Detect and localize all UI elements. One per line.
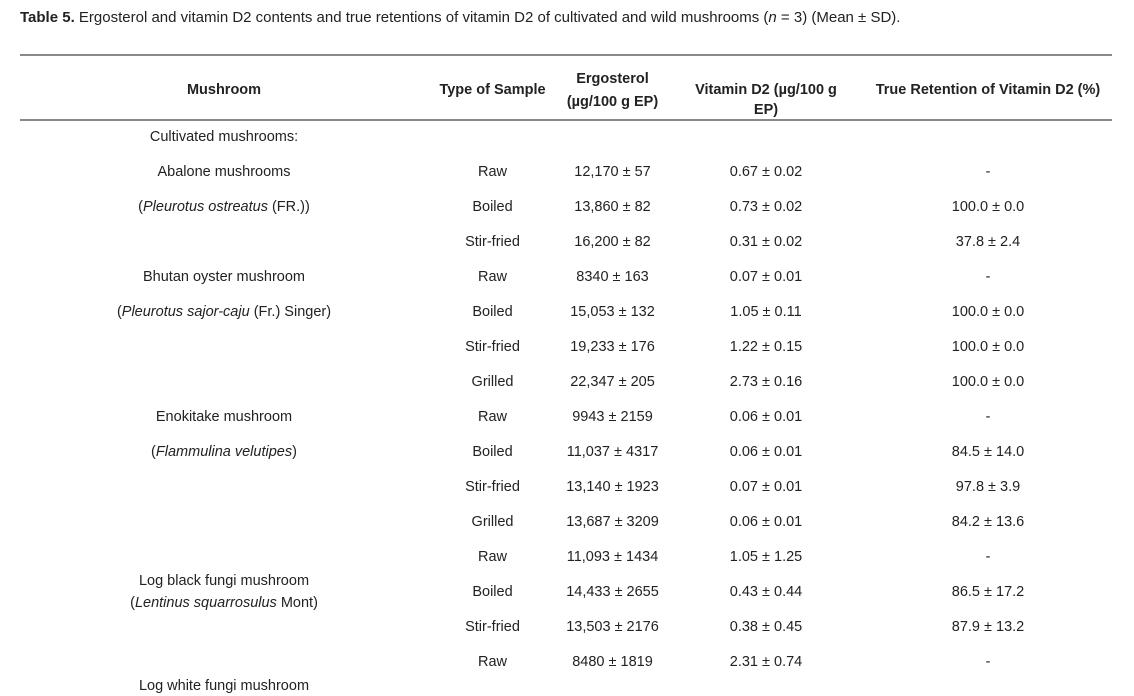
retention-cell: 100.0 ± 0.0 bbox=[951, 374, 1025, 390]
vitamin-d2-cell: 1.05 ± 0.11 bbox=[730, 304, 802, 320]
vitamin-d2-cell: 1.05 ± 1.25 bbox=[729, 549, 803, 565]
mushroom-label bbox=[60, 302, 388, 322]
type-cell: Raw bbox=[477, 549, 507, 565]
type-cell: Boiled bbox=[472, 304, 513, 320]
retention-cell: - bbox=[985, 164, 991, 180]
ergosterol-cell: 8340 ± 163 bbox=[576, 269, 649, 285]
vitamin-d2-cell: 1.22 ± 0.15 bbox=[729, 339, 803, 355]
header-ergosterol-line1: Ergosterol bbox=[576, 71, 649, 87]
mushroom-label bbox=[60, 407, 388, 427]
mushroom-label bbox=[60, 571, 388, 591]
table-caption bbox=[20, 8, 1120, 28]
vitamin-d2-cell: 0.38 ± 0.45 bbox=[729, 619, 803, 635]
ergosterol-cell: 13,140 ± 1923 bbox=[566, 479, 659, 495]
type-cell: Raw bbox=[477, 409, 507, 425]
mushroom-label bbox=[60, 127, 388, 147]
ergosterol-cell: 19,233 ± 176 bbox=[570, 339, 655, 355]
mushroom-label bbox=[60, 267, 388, 287]
type-cell: Boiled bbox=[472, 444, 513, 460]
type-cell: Stir-fried bbox=[465, 234, 520, 250]
header-mushroom: Mushroom bbox=[186, 82, 262, 98]
ergosterol-cell: 13,860 ± 82 bbox=[574, 199, 651, 215]
retention-cell: 100.0 ± 0.0 bbox=[951, 199, 1025, 215]
mushroom-label-italic: Lentinus squarrosulus bbox=[134, 595, 277, 611]
vitamin-d2-cell: 0.06 ± 0.01 bbox=[729, 514, 803, 530]
type-cell: Stir-fried bbox=[465, 339, 520, 355]
mushroom-label-italic: Pleurotus ostreatus bbox=[143, 199, 268, 215]
type-cell: Boiled bbox=[472, 584, 513, 600]
ergosterol-cell: 22,347 ± 205 bbox=[570, 374, 655, 390]
type-cell: Boiled bbox=[472, 199, 513, 215]
retention-cell: 86.5 ± 17.2 bbox=[951, 584, 1025, 600]
vitamin-d2-cell: 0.67 ± 0.02 bbox=[729, 164, 803, 180]
ergosterol-cell: 9943 ± 2159 bbox=[572, 409, 653, 425]
type-cell: Raw bbox=[477, 654, 507, 670]
retention-cell: 97.8 ± 3.9 bbox=[955, 479, 1021, 495]
ergosterol-cell: 12,170 ± 57 bbox=[574, 164, 651, 180]
ergosterol-cell: 11,037 ± 4317 bbox=[566, 444, 659, 460]
ergosterol-cell: 8480 ± 1819 bbox=[572, 654, 653, 670]
vitamin-d2-cell: 0.06 ± 0.01 bbox=[729, 409, 803, 425]
retention-cell: 37.8 ± 2.4 bbox=[955, 234, 1021, 250]
ergosterol-cell: 14,433 ± 2655 bbox=[566, 584, 659, 600]
retention-cell: 100.0 ± 0.0 bbox=[951, 339, 1025, 355]
mushroom-label bbox=[60, 593, 388, 613]
vitamin-d2-cell: 0.31 ± 0.02 bbox=[729, 234, 803, 250]
retention-cell: - bbox=[985, 269, 991, 285]
retention-cell: - bbox=[985, 549, 991, 565]
retention-cell: - bbox=[985, 409, 991, 425]
mushroom-label-pre: ( bbox=[116, 304, 122, 320]
vitamin-d2-cell: 0.06 ± 0.01 bbox=[729, 444, 803, 460]
table-header-rule bbox=[20, 119, 1112, 121]
retention-cell: 100.0 ± 0.0 bbox=[951, 304, 1025, 320]
vitamin-d2-cell: 2.31 ± 0.74 bbox=[729, 654, 803, 670]
mushroom-label-italic: Flammulina velutipes bbox=[155, 444, 293, 460]
table-top-rule bbox=[20, 54, 1112, 56]
retention-cell: - bbox=[985, 654, 991, 670]
mushroom-label bbox=[60, 676, 388, 696]
header-type-of-sample: Type of Sample bbox=[439, 82, 546, 98]
type-cell: Grilled bbox=[471, 374, 514, 390]
table-label: Table 5. bbox=[20, 9, 75, 26]
retention-cell: 84.5 ± 14.0 bbox=[951, 444, 1025, 460]
mushroom-label-post: (Fr.) Singer) bbox=[249, 304, 332, 320]
type-cell: Stir-fried bbox=[465, 619, 520, 635]
mushroom-label-pre: Abalone mushrooms bbox=[157, 164, 291, 180]
ergosterol-cell: 15,053 ± 132 bbox=[570, 304, 655, 320]
mushroom-label-post: ) bbox=[292, 444, 297, 460]
mushroom-label-pre: Cultivated mushrooms: bbox=[149, 129, 299, 145]
retention-cell: 84.2 ± 13.6 bbox=[951, 514, 1025, 530]
mushroom-label-pre: Log black fungi mushroom bbox=[138, 573, 310, 589]
type-cell: Stir-fried bbox=[465, 479, 520, 495]
mushroom-label-pre: Enokitake mushroom bbox=[155, 409, 293, 425]
mushroom-label-pre: Log white fungi mushroom bbox=[138, 678, 310, 694]
mushroom-label-pre: ( bbox=[151, 444, 156, 460]
vitamin-d2-cell: 0.07 ± 0.01 bbox=[729, 479, 803, 495]
ergosterol-cell: 16,200 ± 82 bbox=[574, 234, 651, 250]
mushroom-label-post: Mont) bbox=[276, 595, 318, 611]
mushroom-label-pre: ( bbox=[138, 199, 144, 215]
caption-n-symbol: n bbox=[768, 9, 777, 26]
mushroom-label-pre: ( bbox=[130, 595, 135, 611]
mushroom-label-pre: Bhutan oyster mushroom bbox=[143, 269, 305, 285]
retention-cell: 87.9 ± 13.2 bbox=[951, 619, 1025, 635]
header-true-retention: True Retention of Vitamin D2 (%) bbox=[875, 82, 1101, 98]
mushroom-label bbox=[60, 197, 388, 217]
ergosterol-cell: 13,687 ± 3209 bbox=[566, 514, 659, 530]
vitamin-d2-cell: 0.73 ± 0.02 bbox=[729, 199, 803, 215]
caption-text: Ergosterol and vitamin D2 contents and true retentions of vitamin D2 of cultivated and wild mushrooms ( bbox=[74, 9, 769, 26]
header-ergosterol bbox=[545, 69, 680, 112]
type-cell: Raw bbox=[477, 269, 507, 285]
ergosterol-cell: 13,503 ± 2176 bbox=[566, 619, 659, 635]
header-vitamin-d2: Vitamin D2 (µg/100 g EP) bbox=[695, 82, 837, 118]
mushroom-label-post: (FR.)) bbox=[267, 199, 310, 215]
vitamin-d2-cell: 0.07 ± 0.01 bbox=[729, 269, 803, 285]
ergosterol-cell: 11,093 ± 1434 bbox=[566, 549, 659, 565]
header-ergosterol-line2: (µg/100 g EP) bbox=[566, 94, 659, 110]
mushroom-label bbox=[60, 442, 388, 462]
caption-text-end: = 3) (Mean ± SD). bbox=[776, 9, 901, 26]
vitamin-d2-cell: 0.43 ± 0.44 bbox=[729, 584, 803, 600]
vitamin-d2-cell: 2.73 ± 0.16 bbox=[729, 374, 803, 390]
mushroom-label bbox=[60, 162, 388, 182]
type-cell: Raw bbox=[477, 164, 507, 180]
mushroom-label-italic: Pleurotus sajor-caju bbox=[121, 304, 250, 320]
type-cell: Grilled bbox=[471, 514, 514, 530]
